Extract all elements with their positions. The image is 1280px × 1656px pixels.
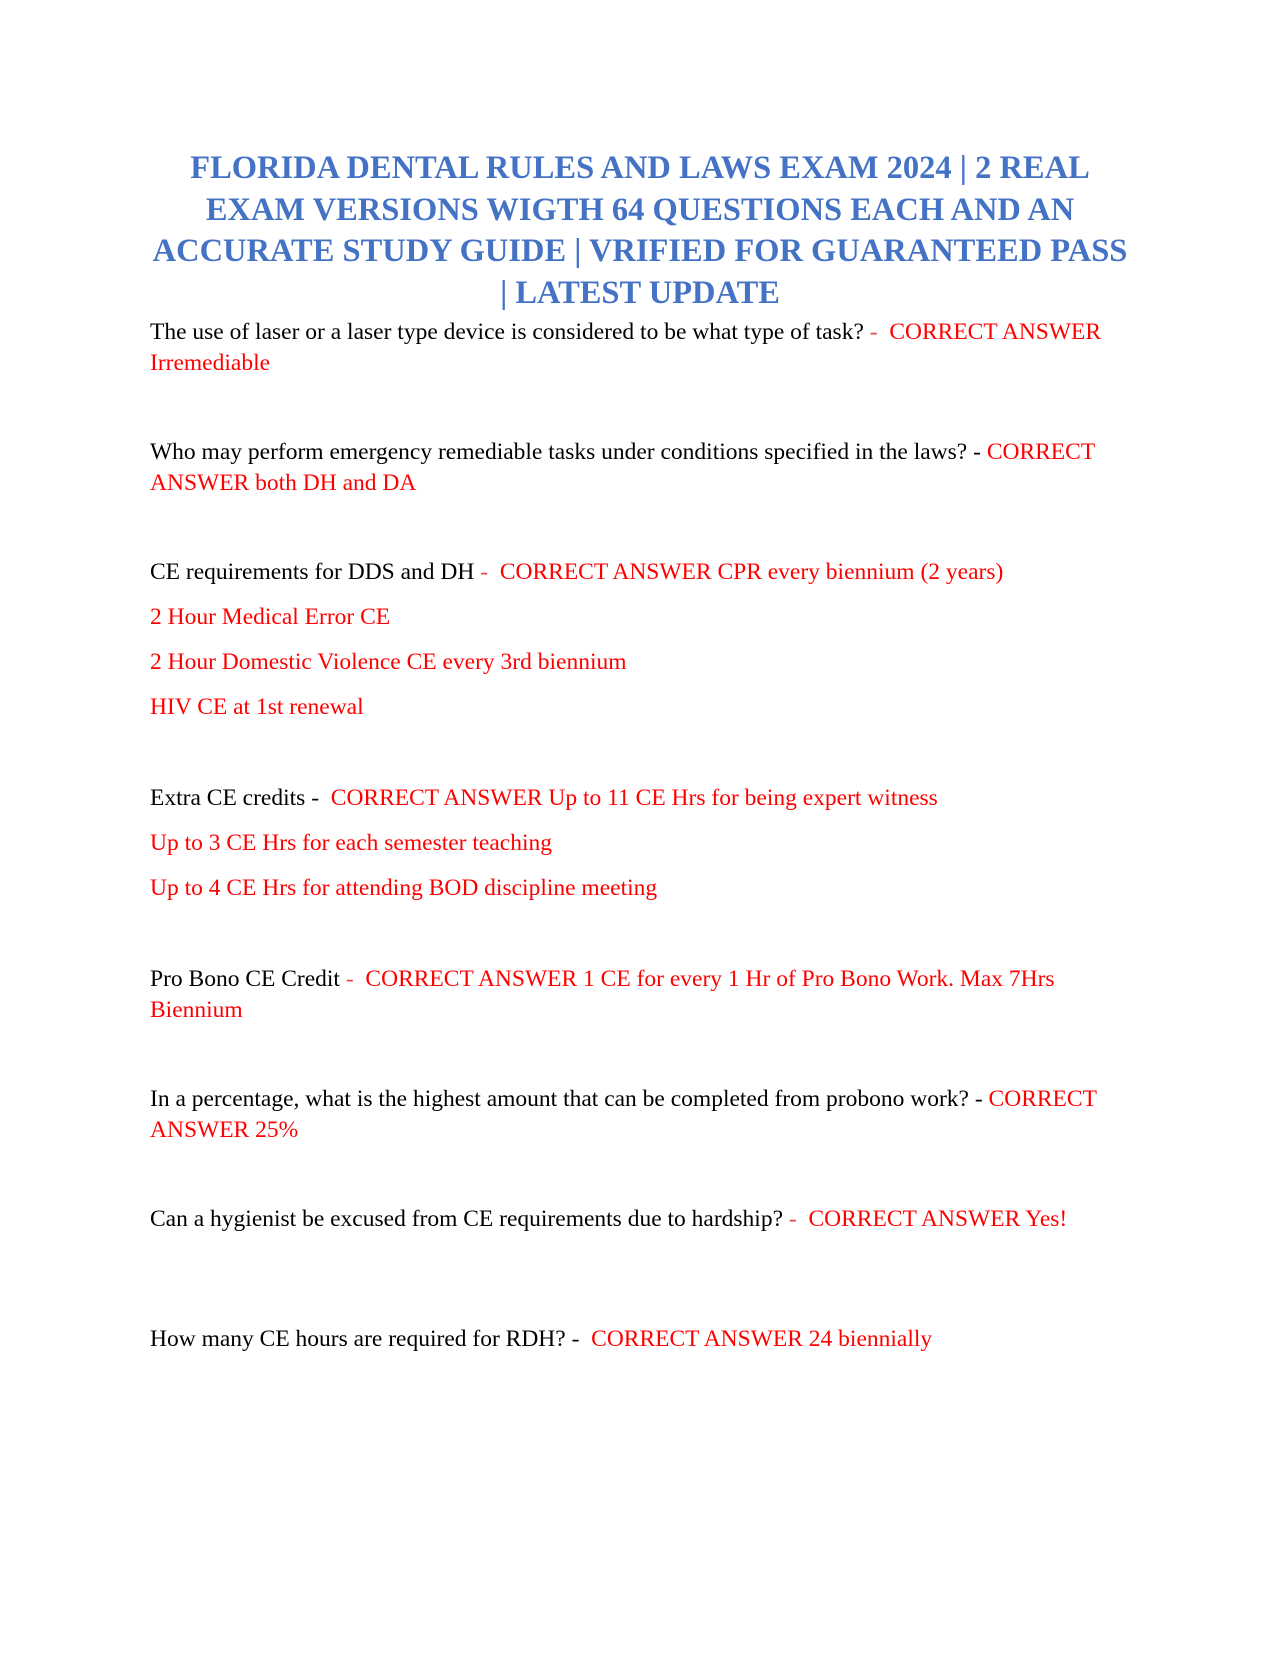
qa-item	[150, 783, 1140, 814]
answer-line: Up to 3 CE Hrs for each semester teaching	[150, 830, 552, 856]
question-text: Extra CE credits	[150, 785, 306, 811]
question-text: In a percentage, what is the highest amount that can be completed from probono work?	[150, 1086, 969, 1112]
answer-separator: -	[967, 439, 987, 465]
answer-separator: -	[339, 966, 366, 992]
answer-line: 2 Hour Medical Error CE	[150, 604, 391, 630]
answer-text: CORRECT ANSWER CPR every biennium (2 years)	[499, 559, 1004, 585]
qa-item	[150, 437, 1140, 499]
answer-line: HIV CE at 1st renewal	[150, 694, 364, 720]
answer-separator: -	[565, 1326, 592, 1352]
answer-line: 2 Hour Domestic Violence CE every 3rd biennium	[150, 649, 627, 675]
answer-separator: -	[474, 559, 500, 585]
answer-separator: -	[305, 785, 331, 811]
answer-text: CORRECT ANSWER 25%	[150, 1086, 1097, 1143]
answer-text: CORRECT ANSWER Up to 11 CE Hrs for being expert witness	[330, 785, 938, 811]
answer-text: CORRECT ANSWER Irremediable	[150, 319, 1102, 376]
question-text: Who may perform emergency remediable tasks under conditions specified in the laws?	[150, 439, 968, 465]
answer-line: Up to 4 CE Hrs for attending BOD discipline meeting	[150, 875, 658, 901]
qa-item	[150, 1084, 1140, 1146]
answer-separator: -	[783, 1206, 809, 1232]
answer-text: CORRECT ANSWER 1 CE for every 1 Hr of Pro Bono Work. Max 7Hrs Biennium	[150, 966, 1055, 1023]
question-text: CE requirements for DDS and DH	[150, 559, 475, 585]
qa-item	[150, 317, 1140, 379]
document-title: FLORIDA DENTAL RULES AND LAWS EXAM 2024 | 2 REAL EXAM VERSIONS WIGTH 64 QUESTIONS EACH AND AN ACCURATE STUDY GUIDE | VRIFIED FOR GUARANTEED PASS | LATEST UPDATE	[152, 150, 1128, 311]
answer-text: CORRECT ANSWER 24 biennially	[591, 1326, 933, 1352]
qa-item	[150, 557, 1140, 588]
question-text: The use of laser or a laser type device is considered to be what type of task?	[150, 319, 864, 345]
answer-text: CORRECT ANSWER both DH and DA	[150, 439, 1095, 496]
question-text: How many CE hours are required for RDH?	[150, 1326, 566, 1352]
qa-item	[150, 1204, 1100, 1235]
answer-text: CORRECT ANSWER Yes!	[808, 1206, 1068, 1232]
answer-separator: -	[968, 1086, 989, 1112]
question-text: Pro Bono CE Credit	[150, 966, 340, 992]
qa-item	[150, 964, 1125, 1026]
question-text: Can a hygienist be excused from CE requirements due to hardship?	[150, 1206, 784, 1232]
answer-separator: -	[863, 319, 890, 345]
qa-item	[150, 1324, 1140, 1355]
